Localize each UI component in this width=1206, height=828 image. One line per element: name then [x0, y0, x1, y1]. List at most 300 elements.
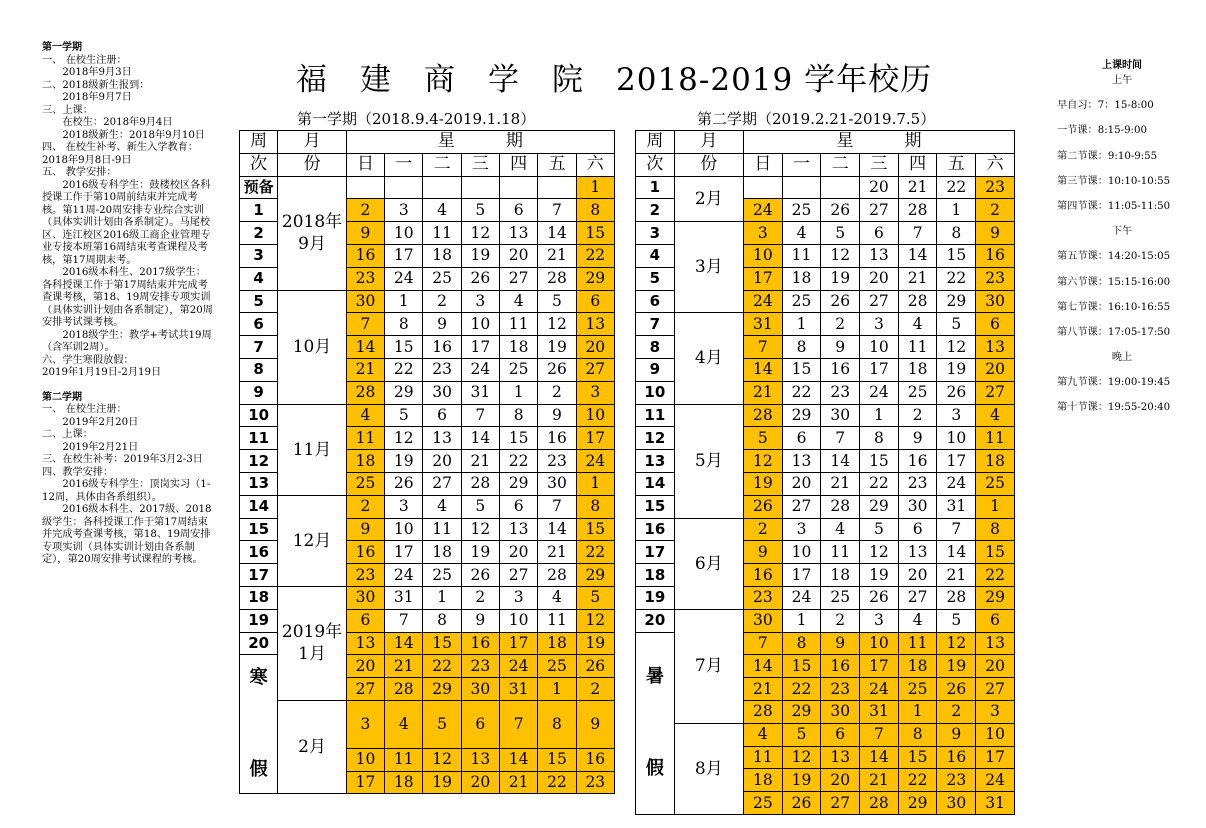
- day-cell: 27: [782, 495, 821, 518]
- day-cell: 24: [500, 655, 538, 678]
- day-cell: 23: [937, 769, 976, 792]
- day-cell: 26: [461, 564, 499, 587]
- week-number: 1: [636, 176, 675, 199]
- day-cell: 2: [461, 586, 499, 609]
- day-cell: 10: [937, 427, 976, 450]
- day-cell: 21: [538, 541, 576, 564]
- week-number: 13: [240, 472, 278, 495]
- day-cell: 5: [937, 313, 976, 336]
- day-cell: 24: [937, 472, 976, 495]
- week-number: 18: [636, 564, 675, 587]
- week-number: 14: [240, 495, 278, 518]
- week-number: 8: [240, 358, 278, 381]
- sem1-notes-title: 第一学期: [42, 42, 82, 53]
- afternoon-label: 下午: [1111, 226, 1133, 238]
- day-cell: 27: [976, 678, 1015, 701]
- day-cell: 30: [423, 381, 461, 404]
- note-line: 二、上课：: [42, 429, 93, 440]
- day-cell: 1: [782, 609, 821, 632]
- day-cell: 12: [937, 336, 976, 359]
- day-cell: 20: [423, 450, 461, 473]
- day-cell: 15: [500, 427, 538, 450]
- day-cell: 2: [976, 199, 1015, 222]
- day-cell: 4: [976, 404, 1015, 427]
- day-cell: 11: [346, 427, 384, 450]
- day-cell: 27: [500, 564, 538, 587]
- day-cell: 22: [538, 771, 576, 794]
- note-line: 2018级学生：教学+考试共19周（含军训2周）。: [42, 329, 212, 353]
- day-cell: 9: [743, 541, 782, 564]
- day-cell: 10: [461, 313, 499, 336]
- day-cell: 7: [500, 700, 538, 748]
- day-cell: 11: [821, 541, 860, 564]
- day-cell: 30: [898, 495, 937, 518]
- day-cell: 20: [976, 358, 1015, 381]
- day-cell: 27: [821, 792, 860, 815]
- day-cell: 22: [576, 244, 614, 267]
- day-cell: 28: [860, 792, 899, 815]
- day-cell: 1: [385, 290, 423, 313]
- day-cell: 24: [860, 678, 899, 701]
- day-cell: 30: [461, 678, 499, 701]
- week-number: 5: [240, 290, 278, 313]
- day-header: 五: [937, 153, 976, 176]
- note-line: 2019年1月19日-2月19日: [42, 367, 162, 378]
- month-label: 12月: [278, 495, 347, 586]
- day-cell: 26: [576, 655, 614, 678]
- day-cell: 28: [538, 267, 576, 290]
- day-cell: 10: [782, 541, 821, 564]
- day-cell: 7: [385, 609, 423, 632]
- day-cell: 16: [821, 655, 860, 678]
- day-cell: 5: [782, 723, 821, 746]
- day-cell: 21: [860, 769, 899, 792]
- day-cell: 25: [821, 586, 860, 609]
- day-cell: 23: [743, 586, 782, 609]
- class-times-title: 上课时间: [1102, 60, 1142, 71]
- day-cell: 1: [576, 472, 614, 495]
- sem2-calendar-table: [635, 130, 1015, 815]
- day-cell: 19: [937, 655, 976, 678]
- day-cell: 17: [385, 541, 423, 564]
- holiday-label: 暑 假: [636, 632, 675, 814]
- day-cell: 25: [743, 792, 782, 815]
- day-cell: 15: [782, 358, 821, 381]
- day-cell: 21: [821, 472, 860, 495]
- day-cell: 3: [461, 290, 499, 313]
- day-cell: 16: [538, 427, 576, 450]
- day-cell: 14: [538, 222, 576, 245]
- day-cell: 21: [346, 358, 384, 381]
- day-cell: 1: [782, 313, 821, 336]
- month-header: 份: [674, 153, 743, 176]
- day-cell: 28: [461, 472, 499, 495]
- day-cell: 26: [821, 199, 860, 222]
- day-cell: 30: [821, 404, 860, 427]
- day-cell: 29: [576, 564, 614, 587]
- day-cell: 6: [821, 723, 860, 746]
- day-cell: 19: [423, 771, 461, 794]
- day-cell: 15: [898, 746, 937, 769]
- day-cell: 19: [461, 541, 499, 564]
- note-line: 2016级专科学生：鼓楼校区各科授课工作于第10周前结束并完成考核。第11周-20周安排专业综合实训（具体实训计划由各系制定）。马尾校区、连江校区2016级工商企业管理专业专接本班第16周结束考查课程及考核，第17周期末考。: [42, 179, 211, 266]
- week-number: 20: [636, 609, 675, 632]
- week-number: 2: [636, 199, 675, 222]
- week-header: 次: [636, 153, 675, 176]
- week-number: 7: [240, 336, 278, 359]
- day-cell: 27: [976, 381, 1015, 404]
- sem2-notes-title: 第二学期: [42, 391, 82, 403]
- day-cell: [821, 176, 860, 199]
- day-cell: 11: [976, 427, 1015, 450]
- day-cell: 17: [743, 267, 782, 290]
- day-cell: 14: [898, 244, 937, 267]
- day-cell: 20: [576, 336, 614, 359]
- day-cell: 11: [743, 746, 782, 769]
- day-cell: 3: [860, 313, 899, 336]
- week-row: [240, 176, 615, 199]
- day-cell: 5: [821, 222, 860, 245]
- day-cell: 23: [976, 267, 1015, 290]
- day-cell: 3: [385, 199, 423, 222]
- day-cell: 14: [461, 427, 499, 450]
- sem1-notes: [42, 55, 214, 380]
- day-cell: [782, 176, 821, 199]
- day-cell: 25: [500, 358, 538, 381]
- day-cell: [461, 176, 499, 199]
- day-cell: 14: [500, 748, 538, 771]
- day-cell: 29: [576, 267, 614, 290]
- day-cell: 16: [898, 450, 937, 473]
- day-cell: 18: [538, 632, 576, 655]
- day-cell: 20: [821, 769, 860, 792]
- week-row: [240, 586, 615, 609]
- day-cell: 26: [538, 358, 576, 381]
- month-label: 10月: [278, 290, 347, 404]
- day-cell: 5: [576, 586, 614, 609]
- day-cell: 26: [461, 267, 499, 290]
- day-cell: 19: [743, 472, 782, 495]
- notes-panel: [42, 42, 214, 567]
- day-cell: 28: [821, 495, 860, 518]
- day-cell: 3: [860, 609, 899, 632]
- day-cell: 10: [385, 222, 423, 245]
- day-cell: 27: [860, 290, 899, 313]
- day-cell: 13: [976, 632, 1015, 655]
- day-cell: 4: [423, 495, 461, 518]
- day-cell: 8: [782, 336, 821, 359]
- day-cell: 2: [898, 404, 937, 427]
- day-cell: 9: [898, 427, 937, 450]
- time-line: 第八节课：17:05-17:50: [1057, 326, 1171, 338]
- day-cell: 22: [976, 564, 1015, 587]
- day-header: 二: [821, 153, 860, 176]
- day-cell: 29: [423, 678, 461, 701]
- day-header: 四: [500, 153, 538, 176]
- day-cell: 15: [576, 222, 614, 245]
- day-cell: 28: [898, 290, 937, 313]
- day-cell: 27: [860, 199, 899, 222]
- week-number: 13: [636, 450, 675, 473]
- day-cell: 2: [423, 290, 461, 313]
- day-cell: 8: [423, 609, 461, 632]
- day-cell: 2: [576, 678, 614, 701]
- time-line: 第六节课：15:15-16:00: [1057, 276, 1171, 288]
- day-cell: 5: [937, 609, 976, 632]
- week-number: 15: [240, 518, 278, 541]
- day-cell: 4: [782, 222, 821, 245]
- day-cell: 25: [423, 564, 461, 587]
- day-cell: 19: [461, 244, 499, 267]
- day-cell: 2: [346, 199, 384, 222]
- day-cell: 15: [937, 244, 976, 267]
- day-cell: 27: [576, 358, 614, 381]
- day-cell: 3: [385, 495, 423, 518]
- day-cell: 1: [538, 678, 576, 701]
- day-cell: 13: [976, 336, 1015, 359]
- day-cell: 31: [860, 700, 899, 723]
- day-cell: 28: [538, 564, 576, 587]
- day-cell: 5: [461, 495, 499, 518]
- afternoon-times: [1057, 249, 1187, 340]
- day-cell: 7: [346, 313, 384, 336]
- day-cell: 11: [500, 313, 538, 336]
- page-title: 福 建 商 学 院 2018-2019 学年校历: [296, 62, 933, 98]
- day-cell: 18: [976, 450, 1015, 473]
- day-cell: 10: [860, 336, 899, 359]
- month-label: 3月: [674, 222, 743, 313]
- week-number: 4: [240, 267, 278, 290]
- day-cell: 31: [461, 381, 499, 404]
- week-number: 9: [240, 381, 278, 404]
- day-cell: 2: [821, 609, 860, 632]
- day-cell: 7: [898, 222, 937, 245]
- day-cell: 30: [538, 472, 576, 495]
- day-cell: 11: [898, 336, 937, 359]
- day-cell: 12: [423, 748, 461, 771]
- day-cell: 30: [821, 700, 860, 723]
- day-cell: 17: [385, 244, 423, 267]
- day-cell: 9: [576, 700, 614, 748]
- day-cell: 24: [743, 290, 782, 313]
- week-number: 1: [240, 199, 278, 222]
- day-cell: 3: [976, 700, 1015, 723]
- day-cell: [538, 176, 576, 199]
- week-number: 8: [636, 336, 675, 359]
- day-cell: 4: [821, 518, 860, 541]
- day-cell: 25: [346, 472, 384, 495]
- day-cell: 8: [385, 313, 423, 336]
- day-cell: 14: [821, 450, 860, 473]
- day-cell: 4: [743, 723, 782, 746]
- day-cell: 3: [576, 381, 614, 404]
- day-cell: 24: [976, 769, 1015, 792]
- day-cell: 14: [346, 336, 384, 359]
- day-cell: 2: [538, 381, 576, 404]
- month-label: 4月: [674, 313, 743, 404]
- day-cell: 24: [576, 450, 614, 473]
- day-cell: 13: [500, 518, 538, 541]
- day-cell: 26: [782, 792, 821, 815]
- day-cell: 1: [860, 404, 899, 427]
- day-cell: 10: [743, 244, 782, 267]
- week-row: [240, 495, 615, 518]
- day-cell: 15: [385, 336, 423, 359]
- day-cell: 12: [576, 609, 614, 632]
- day-cell: 5: [860, 518, 899, 541]
- day-cell: 30: [346, 586, 384, 609]
- day-cell: 15: [782, 655, 821, 678]
- weekday-header: 星 期: [346, 131, 614, 154]
- day-cell: 6: [782, 427, 821, 450]
- day-cell: 25: [782, 199, 821, 222]
- day-cell: 28: [385, 678, 423, 701]
- note-line: 二、2018级新生报到：: [42, 79, 150, 91]
- week-row: [636, 222, 1015, 245]
- day-cell: [743, 176, 782, 199]
- day-cell: 8: [576, 495, 614, 518]
- time-line: 早自习：7：15-8:00: [1057, 100, 1154, 112]
- week-header: 周: [240, 131, 278, 154]
- day-cell: 16: [743, 564, 782, 587]
- day-cell: 18: [898, 358, 937, 381]
- week-number: 9: [636, 358, 675, 381]
- week-number: 12: [636, 427, 675, 450]
- day-cell: 4: [346, 404, 384, 427]
- day-cell: 27: [423, 472, 461, 495]
- day-cell: 14: [937, 541, 976, 564]
- week-number: 3: [636, 222, 675, 245]
- time-line: 第四节课：11:05-11:50: [1057, 200, 1171, 212]
- day-cell: 20: [500, 541, 538, 564]
- day-cell: 25: [782, 290, 821, 313]
- day-cell: 26: [937, 678, 976, 701]
- day-header: 六: [576, 153, 614, 176]
- day-cell: 13: [346, 632, 384, 655]
- week-number: 16: [240, 541, 278, 564]
- day-cell: 21: [461, 450, 499, 473]
- week-row: [240, 700, 615, 748]
- week-number: 11: [636, 404, 675, 427]
- day-cell: 1: [976, 495, 1015, 518]
- day-cell: 16: [937, 746, 976, 769]
- day-cell: 4: [385, 700, 423, 748]
- day-cell: 1: [898, 700, 937, 723]
- morning-times: [1057, 98, 1187, 214]
- day-cell: 26: [385, 472, 423, 495]
- time-line: 一节课：8:15-9:00: [1057, 125, 1147, 137]
- day-cell: 31: [500, 678, 538, 701]
- note-line: 三、在校生补考：2019年3月2-3日: [42, 454, 203, 465]
- week-number: 预备: [240, 176, 278, 199]
- sem2-notes: [42, 404, 214, 567]
- day-cell: 11: [423, 222, 461, 245]
- day-cell: [500, 176, 538, 199]
- month-label: 7月: [674, 609, 743, 723]
- note-line: 五、 教学安排：: [42, 167, 117, 178]
- day-cell: 13: [423, 427, 461, 450]
- day-header: 日: [346, 153, 384, 176]
- day-cell: 23: [576, 771, 614, 794]
- day-header: 三: [860, 153, 899, 176]
- day-cell: 24: [860, 381, 899, 404]
- day-header: 二: [423, 153, 461, 176]
- day-cell: 2: [346, 495, 384, 518]
- day-cell: 12: [821, 244, 860, 267]
- day-cell: 7: [860, 723, 899, 746]
- week-number: 10: [240, 404, 278, 427]
- day-cell: 15: [576, 518, 614, 541]
- day-cell: 28: [346, 381, 384, 404]
- note-line: 2018年9月7日: [42, 92, 132, 103]
- day-cell: 12: [937, 632, 976, 655]
- day-cell: 21: [898, 176, 937, 199]
- note-line: 2016级本科生、2017级学生：各科授课工作于第17周结束并完成考查课考核，第18、19周安排专项实训（具体实训计划由各系制定），第20周安排考试课考核。: [42, 267, 213, 328]
- day-cell: 8: [782, 632, 821, 655]
- day-cell: 19: [860, 564, 899, 587]
- day-cell: 22: [937, 176, 976, 199]
- day-cell: 20: [346, 655, 384, 678]
- day-cell: 20: [860, 267, 899, 290]
- day-cell: 29: [385, 381, 423, 404]
- day-cell: 6: [976, 313, 1015, 336]
- day-cell: 25: [538, 655, 576, 678]
- day-cell: 19: [538, 336, 576, 359]
- day-cell: 1: [576, 176, 614, 199]
- week-number: 7: [636, 313, 675, 336]
- day-cell: 21: [898, 267, 937, 290]
- day-cell: 1: [500, 381, 538, 404]
- day-cell: 29: [976, 586, 1015, 609]
- time-line: 第二节课：9:10-9:55: [1057, 150, 1158, 162]
- day-cell: 23: [976, 176, 1015, 199]
- day-cell: 6: [461, 700, 499, 748]
- week-row: [636, 176, 1015, 199]
- week-number: 3: [240, 244, 278, 267]
- day-cell: 4: [538, 586, 576, 609]
- day-cell: 13: [898, 541, 937, 564]
- day-cell: 29: [898, 792, 937, 815]
- day-cell: 7: [743, 336, 782, 359]
- day-cell: 14: [385, 632, 423, 655]
- day-cell: 23: [821, 381, 860, 404]
- day-cell: 20: [500, 244, 538, 267]
- day-cell: 22: [423, 655, 461, 678]
- day-cell: 20: [898, 564, 937, 587]
- day-cell: 15: [538, 748, 576, 771]
- week-number: 14: [636, 472, 675, 495]
- day-cell: 21: [743, 678, 782, 701]
- day-header: 日: [743, 153, 782, 176]
- day-cell: 13: [461, 748, 499, 771]
- week-number: 15: [636, 495, 675, 518]
- day-cell: 31: [937, 495, 976, 518]
- day-cell: 17: [860, 358, 899, 381]
- month-label: 6月: [674, 518, 743, 609]
- day-cell: 13: [860, 244, 899, 267]
- time-line: 第十节课：19:55-20:40: [1057, 402, 1171, 414]
- day-cell: 13: [500, 222, 538, 245]
- day-cell: 21: [385, 655, 423, 678]
- day-cell: 5: [538, 290, 576, 313]
- day-cell: 9: [937, 723, 976, 746]
- week-number: 17: [240, 564, 278, 587]
- day-header: 三: [461, 153, 499, 176]
- day-cell: 24: [385, 564, 423, 587]
- week-number: 5: [636, 267, 675, 290]
- day-cell: 17: [500, 632, 538, 655]
- day-cell: 16: [821, 358, 860, 381]
